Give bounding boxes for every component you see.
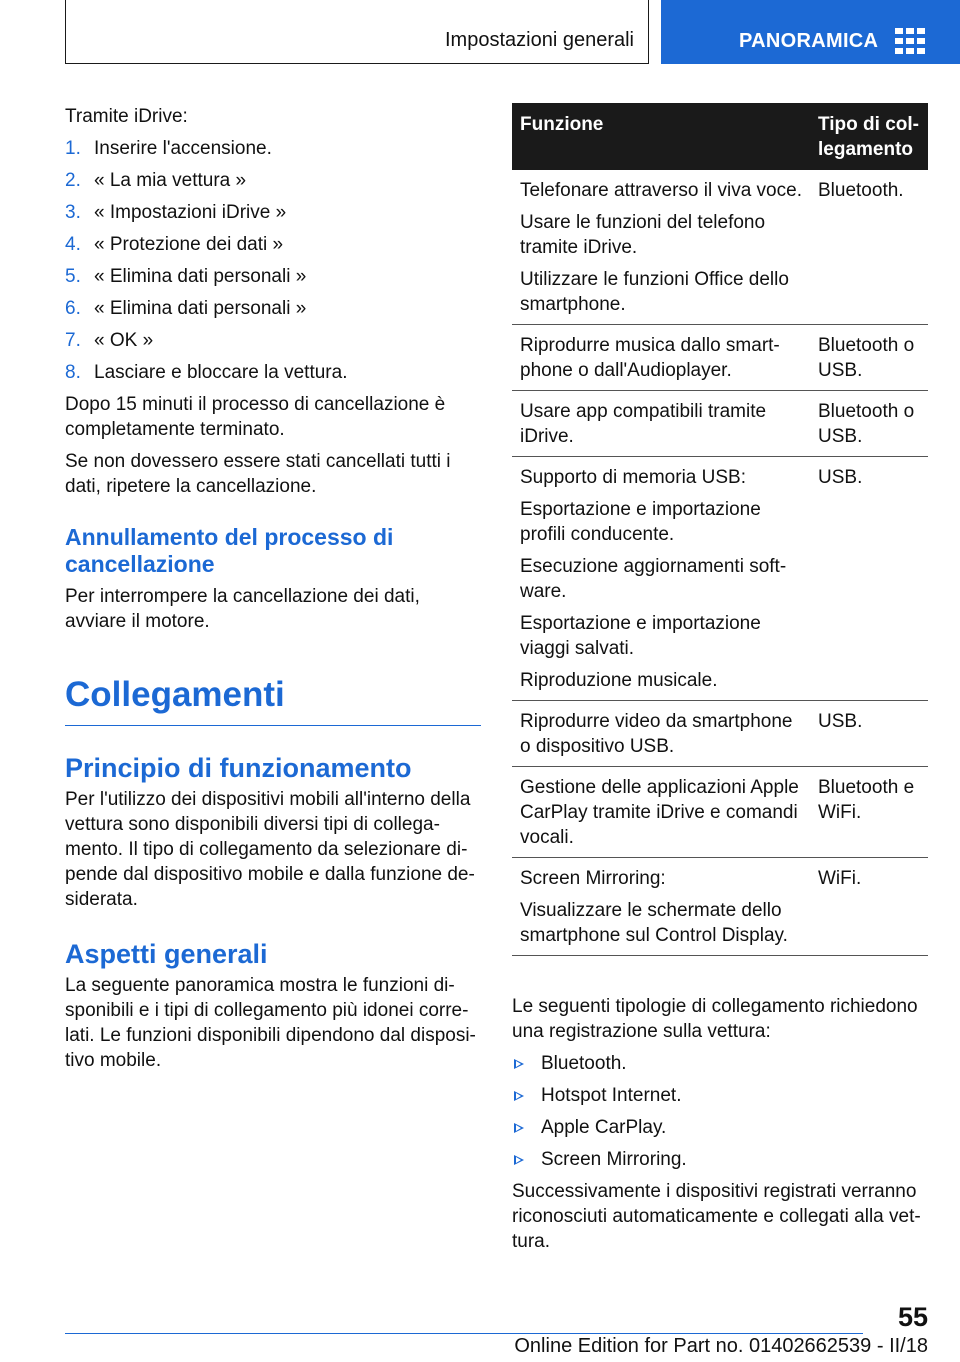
step-text: « OK »	[94, 330, 154, 351]
function-line: Supporto di memoria USB:	[520, 467, 746, 488]
table-row	[512, 457, 928, 701]
step-number: 4.	[65, 234, 81, 255]
function-cell	[512, 858, 810, 956]
function-cell	[512, 457, 810, 701]
step-text: « La mia vettura »	[94, 170, 247, 191]
function-cell	[512, 325, 810, 391]
connection-table	[512, 103, 928, 956]
step-item	[65, 200, 481, 232]
step-text: « Impostazioni iDrive »	[94, 202, 287, 223]
general-text: La seguente panoramica mostra le funzioni di-sponibili e i tipi di collegamento più idonei corre-lati. Le funzioni disponibili dipendono dal disposi-tivo mobile.	[65, 975, 476, 1071]
bullet-item	[512, 1147, 928, 1179]
connection-type-cell: USB.	[810, 701, 928, 767]
panoramica-label: PANORAMICA	[739, 30, 879, 52]
bullet-text: Hotspot Internet.	[541, 1085, 682, 1106]
header-section-box	[65, 0, 649, 64]
grid-icon	[895, 28, 925, 54]
function-cell	[512, 391, 810, 457]
cancel-heading: Annullamento del processo di cancellazione	[65, 524, 394, 577]
step-text: « Elimina dati personali »	[94, 298, 307, 319]
page-number: 55	[897, 1302, 928, 1332]
intro-text: Tramite iDrive:	[65, 106, 188, 127]
step-number: 5.	[65, 266, 81, 287]
function-cell	[512, 170, 810, 325]
registration-outro: Successivamente i dispositivi registrati verranno riconosciuti automaticamente e collegati alla vet-tura.	[512, 1181, 921, 1252]
step-number: 8.	[65, 362, 81, 383]
step-text: « Protezione dei dati »	[94, 234, 284, 255]
step-item	[65, 264, 481, 296]
section-title: Impostazioni generali	[445, 29, 634, 51]
steps-list	[65, 136, 481, 392]
general-heading: Aspetti generali	[65, 939, 268, 969]
function-line: Screen Mirroring:	[520, 868, 666, 889]
connection-type-cell: USB.	[810, 457, 928, 701]
connection-type-cell: Bluetooth o USB.	[810, 325, 928, 391]
function-line: Esecuzione aggiornamenti soft-ware.	[520, 556, 787, 602]
cancel-text: Per interrompere la cancellazione dei dati, avviare il motore.	[65, 586, 420, 632]
step-text: Lasciare e bloccare la vettura.	[94, 362, 348, 383]
bullet-item	[512, 1083, 928, 1115]
table-row	[512, 325, 928, 391]
function-line: Usare le funzioni del telefono tramite iDrive.	[520, 212, 766, 258]
step-number: 6.	[65, 298, 81, 319]
chapter-title: Collegamenti	[65, 675, 285, 714]
function-line: Riprodurre musica dallo smart-phone o dall'Audioplayer.	[520, 335, 780, 381]
bullet-item	[512, 1115, 928, 1147]
step-number: 7.	[65, 330, 81, 351]
footer-rule	[65, 1333, 863, 1334]
right-text-block	[512, 994, 928, 1261]
step-item	[65, 360, 481, 392]
function-line: Riproduzione musicale.	[520, 670, 718, 691]
col-header-connection-type: Tipo di col-legamento	[810, 103, 928, 170]
function-line: Gestione delle applicazioni Apple CarPlay tramite iDrive e comandi vocali.	[520, 777, 799, 848]
function-line: Usare app compatibili tramite iDrive.	[520, 401, 767, 447]
function-line: Esportazione e importazione viaggi salvati.	[520, 613, 761, 659]
function-cell	[512, 701, 810, 767]
function-line: Esportazione e importazione profili conducente.	[520, 499, 761, 545]
function-line: Visualizzare le schermate dello smartphone sul Control Display.	[520, 900, 788, 946]
table-row	[512, 170, 928, 325]
triangle-bullet-icon	[514, 1059, 524, 1069]
table-header-row	[512, 103, 928, 170]
triangle-bullet-icon	[514, 1155, 524, 1165]
bullet-item	[512, 1051, 928, 1083]
principle-text: Per l'utilizzo dei dispositivi mobili all'interno della vettura sono disponibili diversi tipi di collega-mento. Il tipo di collegamento da selezionare di-pende dal dispositivo mobile e dalla funzione de-siderata.	[65, 789, 475, 910]
after-steps-text-2: Se non dovessero essere stati cancellati tutti i dati, ripetere la cancellazione.	[65, 451, 451, 497]
step-text: Inserire l'accensione.	[94, 138, 272, 159]
connection-type-cell: Bluetooth o USB.	[810, 391, 928, 457]
table-row	[512, 858, 928, 956]
function-line: Utilizzare le funzioni Office dello smartphone.	[520, 269, 789, 315]
table-row	[512, 391, 928, 457]
step-text: « Elimina dati personali »	[94, 266, 307, 287]
step-number: 1.	[65, 138, 81, 159]
function-line: Telefonare attraverso il viva voce.	[520, 180, 802, 201]
function-cell	[512, 767, 810, 858]
bullet-text: Bluetooth.	[541, 1053, 627, 1074]
after-steps-text-1: Dopo 15 minuti il processo di cancellazione è completamente terminato.	[65, 394, 446, 440]
connection-type-cell: Bluetooth e WiFi.	[810, 767, 928, 858]
principle-heading: Principio di funzionamento	[65, 753, 412, 783]
table-row	[512, 701, 928, 767]
registration-list	[512, 1051, 928, 1179]
left-column	[65, 104, 481, 1080]
triangle-bullet-icon	[514, 1123, 524, 1133]
step-item	[65, 296, 481, 328]
step-number: 2.	[65, 170, 81, 191]
step-item	[65, 328, 481, 360]
bullet-text: Screen Mirroring.	[541, 1149, 687, 1170]
function-line: Riprodurre video da smartphone o dispositivo USB.	[520, 711, 793, 757]
step-item	[65, 232, 481, 264]
step-item	[65, 168, 481, 200]
step-number: 3.	[65, 202, 81, 223]
connection-type-cell: Bluetooth.	[810, 170, 928, 325]
registration-intro: Le seguenti tipologie di collegamento richiedono una registrazione sulla vettura:	[512, 996, 918, 1042]
step-item	[65, 136, 481, 168]
panoramica-nav-button[interactable]	[661, 0, 960, 64]
table-row	[512, 767, 928, 858]
footer-edition: Online Edition for Part no. 01402662539 - II/18	[514, 1335, 928, 1357]
triangle-bullet-icon	[514, 1091, 524, 1101]
col-header-function: Funzione	[512, 103, 810, 170]
bullet-text: Apple CarPlay.	[541, 1117, 667, 1138]
connection-type-cell: WiFi.	[810, 858, 928, 956]
